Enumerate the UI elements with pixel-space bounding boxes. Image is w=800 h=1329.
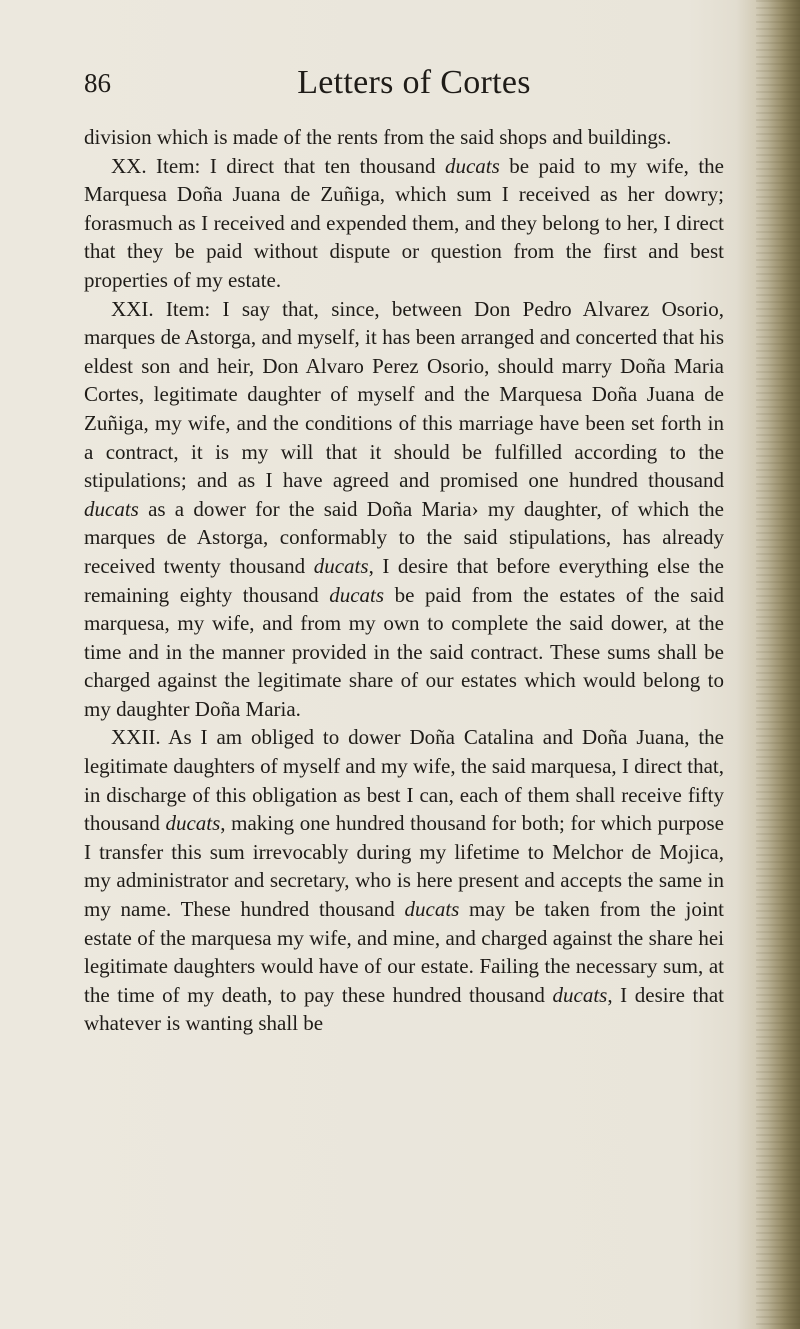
italic-term: ducats	[313, 553, 369, 578]
paragraph-item	[84, 723, 724, 1038]
page-header	[84, 64, 720, 108]
text-run: , making one hundred thousand for both; for which purpose I transfer this sum irrevocably during my lifetime to Melchor de Mojica, my administrator and secretary, who is here present and accepts the same in my name. These hundred thousand	[84, 811, 725, 922]
page-number: 86	[84, 68, 111, 98]
text-run: be paid from the estates of the said marquesa, my wife, and from my own to complete the said dower, at the time and in the manner provided in the said contract. These sums shall be charged against the legitimate share of our estates which would belong to my daughter Doña Maria.	[84, 582, 724, 721]
italic-term: ducats	[165, 811, 221, 836]
paragraph-item	[84, 152, 724, 295]
text-run: may be taken from the joint estate of the marquesa my wife, and mine, and charged against the share hei legitimate daughters would have of our estate. Failing the necessary sum, at the time of my death, to pay these hundred thousand	[84, 897, 724, 1007]
text-run: XXI. Item: I say that, since, between Don Pedro Alvarez Osorio, marques de Astorga, and myself, it has been arranged and concerted that his eldest son and heir, Don Alvaro Perez Osorio, should marry Doña Maria Cortes, legitimate daughter of myself and the Marquesa Doña Juana de Zuñiga, my wife, and the conditions of this marriage have been set forth in a contract, it is my will that it should be fulfilled according to the stipulations; and as I have agreed and promised one hundred thousand	[84, 296, 724, 493]
text-run: XX. Item: I direct that ten thousand	[111, 153, 445, 178]
text-run: as a dower for the said Doña Maria› my daughter, of which the marques de Astorga, conformably to the said stipulations, has already received twenty thousand	[84, 496, 724, 578]
page-edge-shadow	[756, 0, 800, 1329]
text-run: be paid to my wife, the Marquesa Doña Juana de Zuñiga, which sum I received as her dowry; forasmuch as I received and expended them, and they belong to her, I direct that they be paid without dispute or question from the first and best properties of my estate.	[84, 153, 724, 292]
text-run: division which is made of the rents from the said shops and buildings.	[84, 125, 672, 149]
body-text	[84, 123, 724, 1038]
italic-term: ducats	[552, 982, 608, 1007]
italic-term: ducats	[404, 897, 460, 922]
paragraph-continuation	[84, 123, 724, 152]
italic-term: ducats	[444, 153, 500, 178]
text-run: XXII. As I am obliged to dower Doña Catalina and Doña Juana, the legitimate daughters of myself and my wife, the said marquesa, I direct that, in discharge of this obligation as best I can, each of them shall receive fifty thousand	[84, 725, 724, 836]
running-title: Letters of Cortes	[297, 64, 531, 101]
text-run: , I desire that whatever is wanting shall be	[84, 982, 725, 1036]
italic-term: ducats	[84, 496, 139, 521]
italic-term: ducats	[329, 582, 385, 607]
paragraph-item	[84, 295, 724, 724]
text-run: , I desire that before everything else the remaining eighty thousand	[84, 553, 724, 607]
